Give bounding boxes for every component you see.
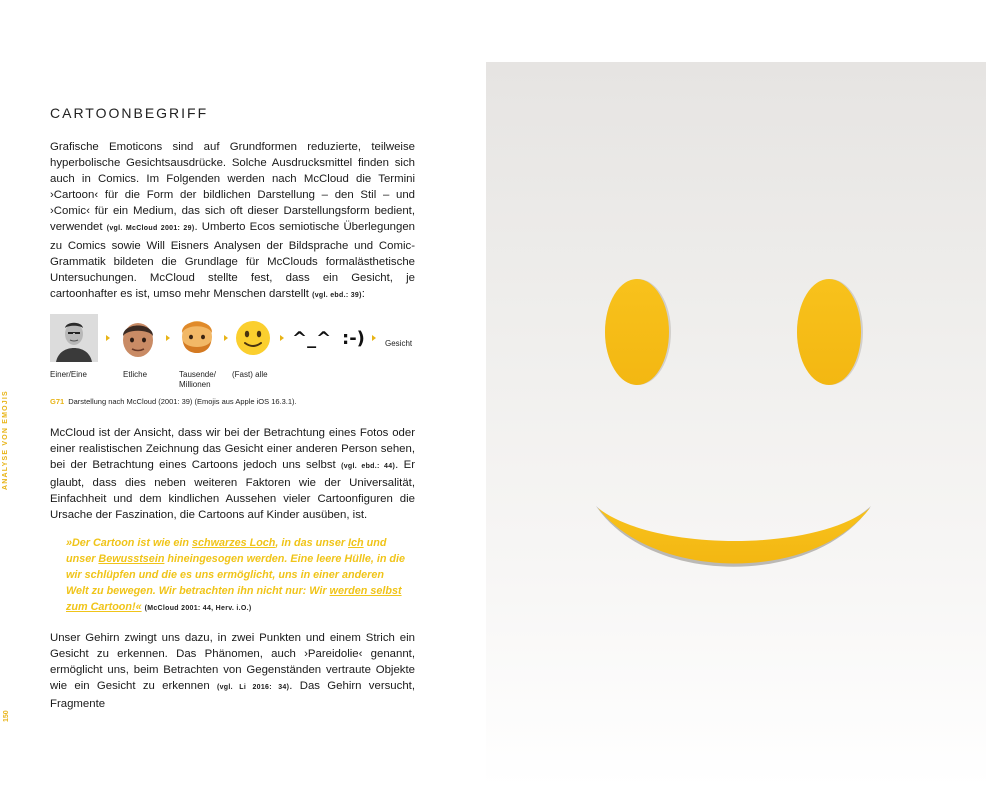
quote-underlined: werden selbst zum Cartoon!« bbox=[66, 585, 402, 613]
paragraph-mccloud-text-b: . Er glaubt, dass dies neben weiteren Faktoren wie der Universalität, Einfachheit und dem kindlichen Aussehen vieler Cartoonfiguren die Ursache der Faszination, die Cartoons auf Kinder ausüben, ist. bbox=[50, 459, 415, 522]
row-label-fast-alle: (Fast) alle bbox=[232, 370, 268, 379]
smiley-emoji-icon bbox=[234, 319, 272, 357]
paragraph-intro bbox=[50, 139, 415, 304]
smiley-cutout-photo bbox=[486, 62, 986, 788]
running-side-label: ANALYSE VON EMOJIS bbox=[2, 390, 9, 490]
ascii-face-smiley: :-) bbox=[342, 328, 365, 349]
row-label-tausende: Tausende/ Millionen bbox=[179, 370, 216, 389]
figure-number: G71 bbox=[50, 397, 65, 406]
citation-li-34: (vgl. Li 2016: 34) bbox=[216, 684, 290, 692]
section-heading: CARTOONBEGRIFF bbox=[50, 105, 209, 121]
figure-caption bbox=[50, 397, 297, 406]
paragraph-mccloud-text-a: McCloud ist der Ansicht, dass wir bei der Betrachtung eines Fotos oder einer realistischen Zeichnung das Gesicht einer anderen Person sehen, bei der Betrachtung eines Cartoons jedoch uns selbst bbox=[50, 427, 415, 472]
citation-mccloud-29: (vgl. McCloud 2001: 29) bbox=[106, 225, 195, 233]
paragraph-intro-text-b: . Umberto Ecos semiotische Überlegungen zu Comics sowie Will Eisners Analysen der Bildsprache und Comic-Grammatik bildeten die Grundlage für McClouds formalästhetische Untersuchungen. McCloud stellte fest, dass ein Gesicht, je cartoonhafter es ist, umso mehr Menschen darstellt bbox=[50, 221, 416, 300]
arrow-icon bbox=[106, 335, 110, 341]
quote-underlined: schwarzes Loch bbox=[192, 537, 276, 549]
arrow-icon bbox=[280, 335, 284, 341]
portrait-photo bbox=[50, 314, 98, 362]
paragraph-intro-text-c: : bbox=[361, 287, 365, 300]
figure-caption-text: Darstellung nach McCloud (2001: 39) (Emojis aus Apple iOS 16.3.1). bbox=[68, 397, 297, 406]
bearded-person-emoji-icon bbox=[177, 315, 217, 361]
quote-citation: (McCloud 2001: 44, Herv. i.O.) bbox=[144, 605, 252, 612]
citation-ebd-39: (vgl. ebd.: 39) bbox=[312, 291, 362, 299]
quote-underlined: Ich bbox=[348, 537, 364, 549]
right-eye bbox=[797, 279, 861, 385]
paragraph-mccloud bbox=[50, 425, 415, 524]
quote-part: und unser bbox=[66, 537, 387, 565]
left-page bbox=[0, 0, 486, 788]
ascii-face-caret: ^_^ bbox=[292, 328, 332, 349]
mouth bbox=[598, 508, 870, 564]
arrow-icon bbox=[224, 335, 228, 341]
paragraph-intro-text-a: Grafische Emoticons sind auf Grundformen reduzierte, teilweise hyperbolische Gesichtsausdrücke. Solche Ausdrucksmittel finden sich auch in Comics. Im Folgenden werden nach McCloud die Termini ›Cartoon‹ für die Form der bildlichen Darstellung – den Stil – und ›Comic‹ für ein Medium, das sich oft dieser Darstellungsform bedient, verwendet bbox=[50, 141, 415, 234]
right-page bbox=[486, 0, 986, 788]
citation-ebd-44: (vgl. ebd.: 44) bbox=[341, 463, 396, 471]
quote-part: , in das unser bbox=[275, 537, 349, 549]
end-label-gesicht: Gesicht bbox=[385, 339, 413, 348]
arrow-icon bbox=[372, 335, 376, 341]
paragraph-pareidolie-text-a: Unser Gehirn zwingt uns dazu, in zwei Punkten und einem Strich ein Gesicht zu erkennen. Das Phänomen, auch ›Pareidolie‹ genannt, ermöglicht uns, beim Betrachten von Gegenständen vertraute Objekte wie ein Gesicht zu erkennen bbox=[50, 632, 415, 693]
person-emoji-icon bbox=[118, 316, 158, 360]
paragraph-pareidolie-text-b: . Das Gehirn versucht, Fragmente bbox=[50, 680, 416, 711]
face-abstraction-row bbox=[50, 314, 416, 364]
arrow-icon bbox=[166, 335, 170, 341]
quote-part: »Der Cartoon ist wie ein bbox=[66, 537, 192, 549]
row-label-etliche: Etliche bbox=[123, 370, 148, 379]
row-label-einer: Einer/Eine bbox=[50, 370, 87, 379]
left-eye bbox=[605, 279, 669, 385]
block-quote bbox=[66, 535, 406, 617]
quote-part: hineingesogen werden. Eine leere Hülle, in die wir schlüpfen und die es uns ermöglicht, uns in einer anderen Welt zu bewegen. Wir betrachten ihn nicht nur: Wir bbox=[66, 553, 406, 597]
page-number: 150 bbox=[3, 710, 10, 722]
paragraph-pareidolie bbox=[50, 630, 415, 712]
quote-underlined: Bewusstsein bbox=[98, 553, 165, 565]
